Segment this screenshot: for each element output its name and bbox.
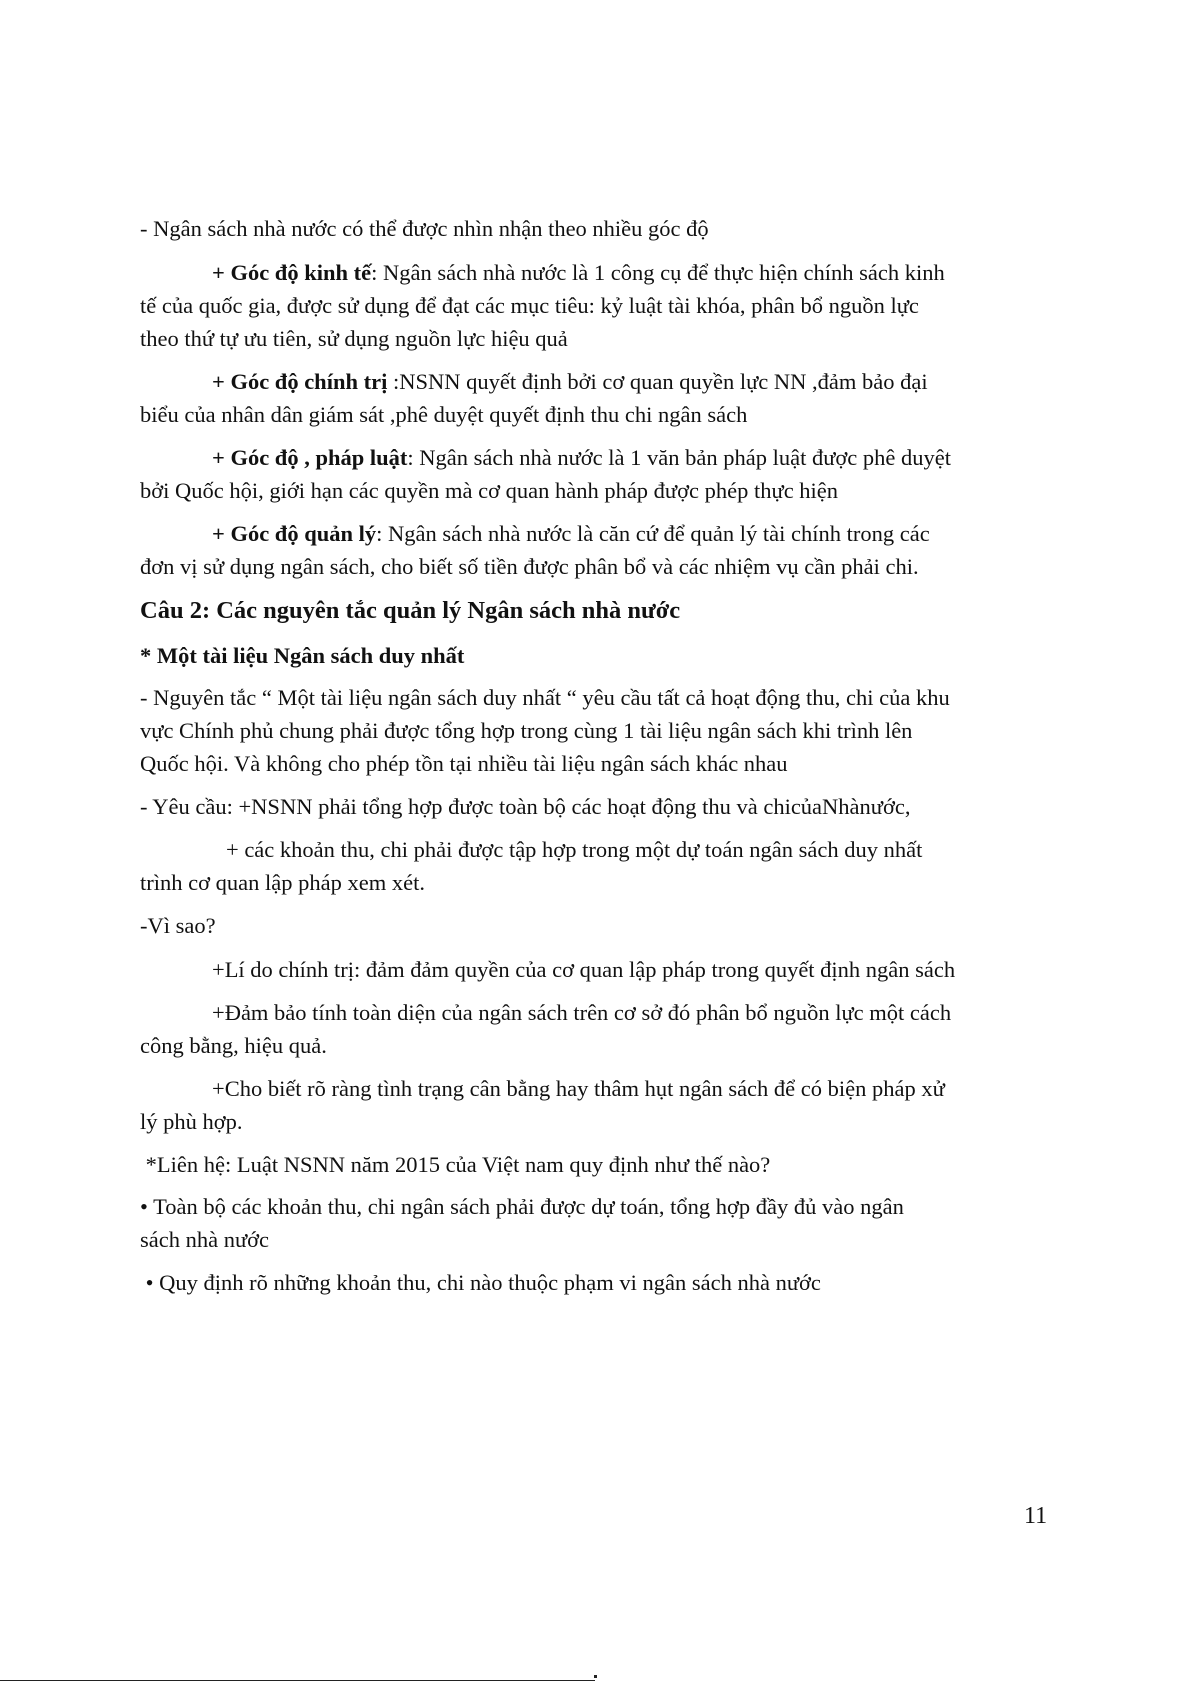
principle-line-3: Quốc hội. Và không cho phép tồn tại nhiều tài liệu ngân sách khác nhau xyxy=(140,751,788,776)
bullet-1-line-2: sách nhà nước xyxy=(140,1227,270,1252)
reason-1-line-1: +Lí do chính trị: đảm đảm quyền của cơ quan lập pháp trong quyết định ngân sách xyxy=(212,957,956,982)
management-view-text-1: : Ngân sách nhà nước là căn cứ để quản lý tài chính trong các xyxy=(376,521,930,546)
economic-view-text-1: : Ngân sách nhà nước là 1 công cụ để thực hiện chính sách kinh xyxy=(371,260,945,285)
intro-paragraph: - Ngân sách nhà nước có thể được nhìn nhận theo nhiều góc độ xyxy=(140,216,709,241)
political-view-text-1: :NSNN quyết định bởi cơ quan quyền lực NN ,đảm bảo đại xyxy=(387,369,928,394)
legal-view-text-1: : Ngân sách nhà nước là 1 văn bản pháp luật được phê duyệt xyxy=(407,445,952,470)
economic-view-line-3: theo thứ tự ưu tiên, sử dụng nguồn lực hiệu quả xyxy=(140,326,568,351)
reason-2-line-2: công bằng, hiệu quả. xyxy=(140,1033,327,1058)
political-view-line-1 xyxy=(140,364,1060,399)
bullet-1-line-1: • Toàn bộ các khoản thu, chi ngân sách phải được dự toán, tổng hợp đầy đủ vào ngân xyxy=(140,1194,904,1219)
requirement2-line-2: trình cơ quan lập pháp xem xét. xyxy=(140,870,425,895)
section-subheading: * Một tài liệu Ngân sách duy nhất xyxy=(140,643,465,668)
contact-line: *Liên hệ: Luật NSNN năm 2015 của Việt nam quy định như thế nào? xyxy=(140,1152,771,1177)
reason-2-line-1: +Đảm bảo tính toàn diện của ngân sách trên cơ sở đó phân bổ nguồn lực một cách xyxy=(212,1000,952,1025)
management-view-line-1 xyxy=(140,516,1060,551)
principle-line-1: - Nguyên tắc “ Một tài liệu ngân sách duy nhất “ yêu cầu tất cả hoạt động thu, chi của khu xyxy=(140,685,950,710)
requirement-line: - Yêu cầu: +NSNN phải tổng hợp được toàn bộ các hoạt động thu và chicủaNhànước, xyxy=(140,794,911,819)
political-view-label: + Góc độ chính trị xyxy=(212,369,388,394)
page-number: 11 xyxy=(1024,1503,1048,1529)
principle-line-2: vực Chính phủ chung phải được tổng hợp trong cùng 1 tài liệu ngân sách khi trình lên xyxy=(140,718,913,743)
legal-view-line-1 xyxy=(140,440,1060,475)
economic-view-label: + Góc độ kinh tế xyxy=(212,260,372,285)
management-view-label: + Góc độ quản lý xyxy=(212,521,377,546)
economic-view-line-2: tế của quốc gia, được sử dụng để đạt các mục tiêu: kỷ luật tài khóa, phân bổ nguồn lực xyxy=(140,293,919,318)
bullet-2-line-1: • Quy định rõ những khoản thu, chi nào thuộc phạm vi ngân sách nhà nước xyxy=(140,1270,821,1295)
why-line: -Vì sao? xyxy=(140,913,216,938)
section-heading: Câu 2: Các nguyên tắc quản lý Ngân sách nhà nước xyxy=(140,597,681,624)
management-view-line-2: đơn vị sử dụng ngân sách, cho biết số tiền được phân bổ và các nhiệm vụ cần phải chi. xyxy=(140,554,919,579)
legal-view-line-2: bởi Quốc hội, giới hạn các quyền mà cơ quan hành pháp được phép thực hiện xyxy=(140,478,839,503)
political-view-line-2: biểu của nhân dân giám sát ,phê duyệt quyết định thu chi ngân sách xyxy=(140,402,748,427)
reason-3-line-2: lý phù hợp. xyxy=(140,1109,243,1134)
footer-divider-mark xyxy=(594,1675,597,1678)
legal-view-label: + Góc độ , pháp luật xyxy=(212,445,408,470)
footer-divider xyxy=(0,1680,595,1681)
economic-view-line-1 xyxy=(140,255,1060,290)
reason-3-line-1: +Cho biết rõ ràng tình trạng cân bằng hay thâm hụt ngân sách để có biện pháp xử xyxy=(212,1076,945,1101)
requirement2-line-1: + các khoản thu, chi phải được tập hợp trong một dự toán ngân sách duy nhất xyxy=(226,837,923,862)
